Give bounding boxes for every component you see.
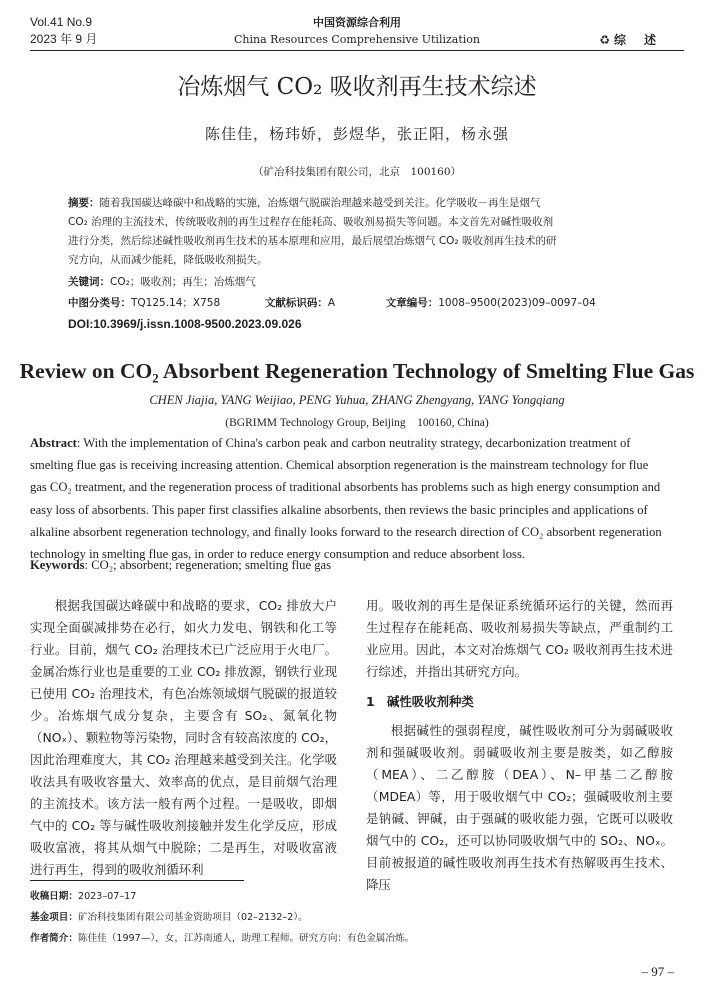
- paper-title-cn: 冶炼烟气 CO₂ 吸收剂再生技术综述: [177, 74, 537, 100]
- keywords-cn: [68, 273, 648, 292]
- body-column-right-section: [366, 720, 673, 896]
- footnote-text: 矿冶科技集团有限公司基金资助项目（02–2132–2）。: [77, 912, 308, 923]
- abstract-cn-line: 随着我国碳达峰碳中和战略的实施，冶炼烟气脱碳治理越来越受到关注。化学吸收－再生是烟气: [99, 197, 541, 209]
- footnote-funding: [30, 910, 308, 926]
- journal-name-cn: 中国资源综合利用: [313, 16, 401, 29]
- abstract-cn: [68, 194, 648, 334]
- journal-date: 2023 年 9 月: [30, 32, 98, 46]
- header-rule: [30, 50, 684, 51]
- keywords-cn-label: 关键词：: [68, 276, 110, 288]
- article-no-value: 1008–9500(2023)09–0097–04: [438, 297, 596, 309]
- journal-name-en: China Resources Comprehensive Utilization: [234, 33, 480, 46]
- clc-label: 中图分类号：: [68, 297, 131, 309]
- doc-code-label: 文献标识码：: [264, 297, 328, 309]
- body-paragraph: 根据碱性的强弱程度，碱性吸收剂可分为弱碱吸收剂和强碱吸收剂。弱碱吸收剂主要是胺类，如乙醇胺（MEA）、二乙醇胺（DEA）、N–甲基二乙醇胺（MDEA）等，用于吸收烟气中 CO₂；强碱吸收剂主要是钠碱、钾碱，由于强碱的吸收能力强，它既可以吸收烟气中的 CO₂，还可以协同吸收烟气中的 SO₂、NOₓ。目前被报道的碱性吸收剂再生技术有热解吸再生技术、降压: [366, 723, 673, 892]
- keywords-en-text: : CO₂; absorbent; regeneration; smelting flue gas: [84, 558, 331, 572]
- body-column-right-top: [366, 595, 673, 683]
- footnote-label: 基金项目：: [30, 912, 78, 923]
- body-paragraph: 用。吸收剂的再生是保证系统循环运行的关键，然而再生过程存在能耗高、吸收剂易损失等缺点，严重制约工业应用。因此，本文对冶炼烟气 CO₂ 吸收剂再生技术进行综述，并指出其研究方向。: [366, 598, 673, 679]
- page-number: – 97 –: [641, 964, 674, 979]
- abstract-en-line: : With the implementation of China's carbon peak and carbon neutrality strategy, decarbonization treatment of: [76, 436, 631, 450]
- keywords-cn-text: CO₂；吸收剂；再生；冶炼烟气: [110, 276, 256, 288]
- affiliation-cn: （矿冶科技集团有限公司，北京 100160）: [252, 166, 462, 178]
- footnote-text: 2023–07–17: [77, 891, 137, 902]
- abstract-en-line: smelting flue gas is receiving increasing attention. Chemical absorption regeneration is the mainstream technology for flue: [30, 458, 649, 473]
- abstract-cn-line: 进行分类，然后综述碱性吸收剂再生技术的基本原理和应用，最后展望冶炼烟气 CO₂ 吸收剂再生技术的研: [68, 235, 557, 247]
- footnote-author: [30, 931, 414, 947]
- abstract-cn-line: 究方向，从而减少能耗，降低吸收剂损失。: [68, 254, 268, 266]
- abstract-en-label: Abstract: [30, 436, 77, 450]
- body-paragraph: 根据我国碳达峰碳中和战略的要求，CO₂ 排放大户实现全面碳减排势在必行，如火力发电、钢铁和化工等行业。目前，烟气 CO₂ 治理技术已广泛应用于火电厂。金属冶炼行业也是重要的工业 CO₂ 排放源，钢铁行业现已使用 CO₂ 治理技术，有色冶炼领域烟气脱碳的报道较少。冶炼烟气成分复杂，主要含有 SO₂、氮氧化物（NOₓ）、颗粒物等污染物，同时含有较高浓度的 CO₂，因此治理难度大，其 CO₂ 治理越来越受到关注。化学吸收法具有吸收容量大、效率高的优点，是目前烟气治理的主流技术。该方法一般有两个过程。一是吸收，即烟气中的 CO₂ 等与碱性吸收剂接触并发生化学反应，形成吸收富液，将其从烟气中脱除；二是再生，对吸收富液进行再生，得到的吸收剂循环利: [30, 598, 337, 877]
- recycle-icon: ♻: [599, 33, 614, 47]
- clc-value: TQ125.14；X758: [131, 297, 221, 309]
- article-no-label: 文章编号：: [385, 297, 439, 309]
- abstract-en-line: gas CO₂ treatment, and the regeneration process of traditional absorbents has problems such as high energy consumption and: [30, 480, 661, 495]
- classification-line: [68, 294, 648, 313]
- footnote-rule: [30, 880, 244, 881]
- authors-cn: 陈佳佳，杨玮娇，彭煜华，张正阳，杨永强: [204, 125, 509, 143]
- paper-title-en: Review on CO₂ Absorbent Regeneration Technology of Smelting Flue Gas: [19, 359, 695, 383]
- footnote-text: 陈佳佳（1997—），女，江苏南通人，助理工程师。研究方向：有色金属冶炼。: [77, 933, 415, 944]
- abstract-en: [30, 432, 682, 565]
- doi: DOI:10.3969/j.issn.1008-9500.2023.09.026: [68, 317, 302, 331]
- journal-volume: Vol.41 No.9: [30, 15, 93, 29]
- body-column-left: [30, 595, 337, 881]
- abstract-cn-label: 摘要：: [68, 197, 100, 209]
- footnote-label: 作者简介：: [30, 933, 78, 944]
- section-label: 综述: [613, 33, 674, 47]
- footnote-received: [30, 889, 136, 905]
- section-heading: 1 碱性吸收剂种类: [366, 694, 474, 709]
- footnote-label: 收稿日期：: [30, 891, 78, 902]
- abstract-en-line: technology in smelting flue gas, in order to reduce energy consumption and reduce absorbent loss.: [30, 547, 525, 562]
- section-tag: [599, 31, 674, 48]
- keywords-en-label: Keywords: [30, 558, 85, 572]
- abstract-en-line: alkaline absorbent regeneration technology, and finally looks forward to the research direction of CO₂ absorbent regeneration: [30, 524, 662, 539]
- abstract-cn-line: CO₂ 治理的主流技术，传统吸收剂的再生过程存在能耗高、吸收剂易损失等问题。本文首先对碱性吸收剂: [68, 216, 554, 228]
- abstract-en-line: easy loss of absorbents. This paper first classifies alkaline absorbents, then reviews the basic principles and applications of: [30, 502, 648, 517]
- doc-code-value: A: [327, 297, 336, 309]
- affiliation-en: (BGRIMM Technology Group, Beijing 100160, China): [225, 417, 489, 429]
- authors-en: CHEN Jiajia, YANG Weijiao, PENG Yuhua, ZHANG Zhengyang, YANG Yongqiang: [149, 393, 565, 407]
- keywords-en: [30, 558, 331, 573]
